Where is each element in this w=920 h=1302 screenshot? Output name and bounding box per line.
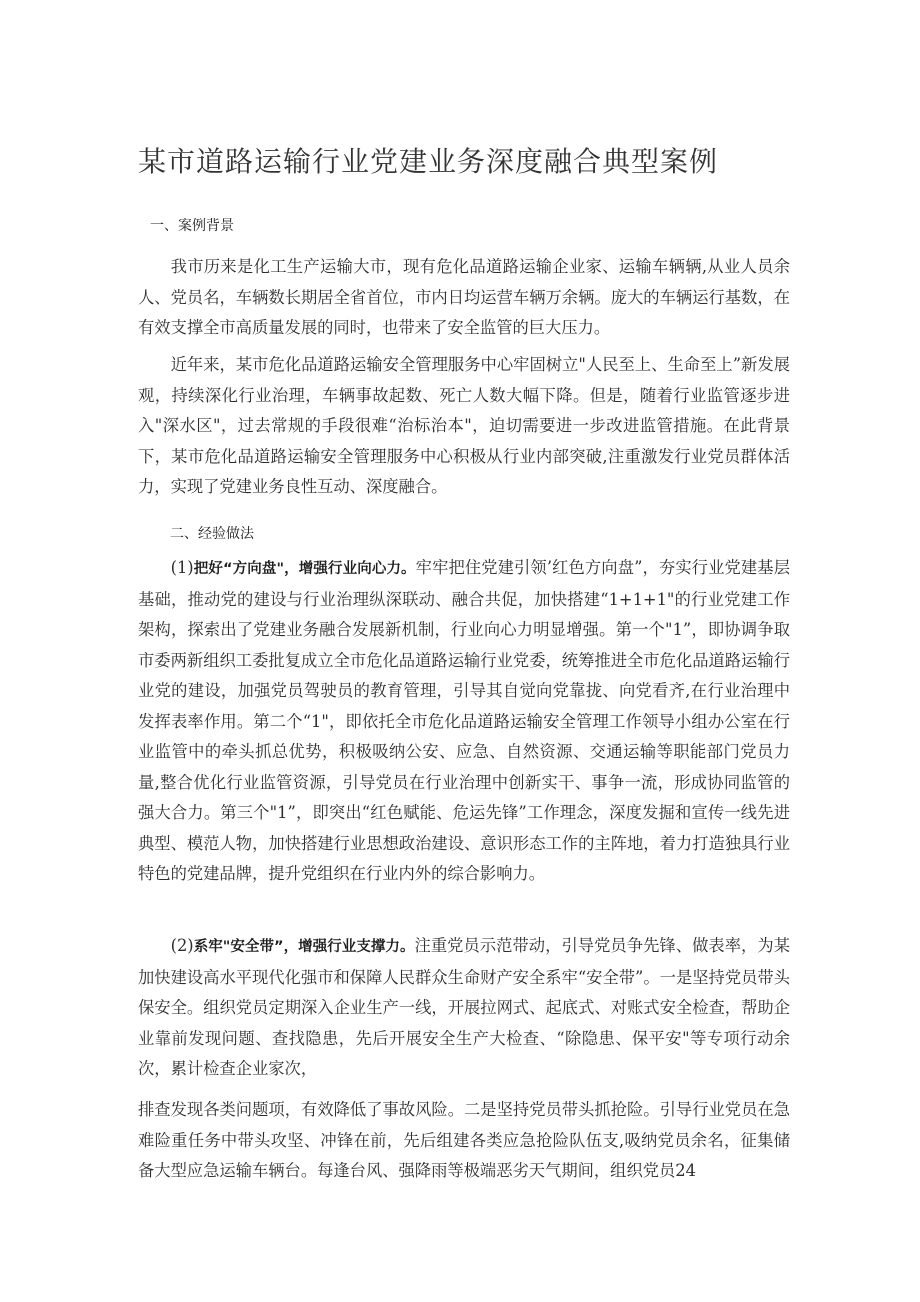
practice-item-1 <box>138 553 790 890</box>
background-paragraph-2: 近年来，某市危化品道路运输安全管理服务中心牢固树立"人民至上、生命至上”新发展观，持续深化行业治理，车辆事故起数、死亡人数大幅下降。但是，随着行业监管逐步进入"深水区"，过去常规的手段很难“治标治本"，迫切需要进一步改进监管措施。在此背景下，某市危化品道路运输安全管理服务中心积极从行业内部突破,注重激发行业党员群体活力，实现了党建业务良性互动、深度融合。 <box>138 355 790 496</box>
practice-item-2-number: (2) <box>170 936 194 955</box>
practice-item-2-continuation: 排查发现各类问题项，有效降低了事故风险。二是坚持党员带头抓抢险。引导行业党员在急难险重任务中带头攻坚、冲锋在前，先后组建各类应急抢险队伍支,吸纳党员余名，征集储备大型应急运输车辆台。每逢台风、强降雨等极端恶劣天气期间，组织党员24 <box>138 1100 790 1180</box>
document-title: 某市道路运输行业党建业务深度融合典型案例 <box>138 145 719 178</box>
practice-item-2-lead: 系牢"安全带”，增强行业支撑力。 <box>193 939 415 955</box>
practice-item-1-text: 牢牢把住党建引领’红色方向盘”，夯实行业党建基层基础，推动党的建设与行业治理纵深联动、融合共促，加快搭建“1+1+1"的行业党建工作架构，探索出了党建业务融合发展新机制，行业向心力明显增强。第一个"1”，即协调争取市委两新组织工委批复成立全市危化品道路运输行业党委，统筹推进全市危化品道路运输行业党的建设，加强党员驾驶员的教育管理，引导其自觉向党靠拢、向党看齐,在行业治理中发挥表率作用。第二个“1"，即依托全市危化品道路运输安全管理工作领导小组办公室在行业监管中的牵头抓总优势，积极吸纳公安、应急、自然资源、交通运输等职能部门党员力量,整合优化行业监管资源，引导党员在行业治理中创新实干、事争一流，形成协同监管的强大合力。第三个"1”，即突出“红色赋能、危运先锋”工作理念，深度发掘和宣传一线先进典型、模范人物，加快搭建行业思想政治建设、意识形态工作的主阵地，着力打造独具行业特色的党建品牌，提升党组织在行业内外的综合影响力。 <box>138 558 790 883</box>
section-heading-background: 一、案例背景 <box>150 218 234 234</box>
practice-item-1-number: (1) <box>170 558 194 577</box>
section-heading-practices: 二、经验做法 <box>170 526 254 542</box>
practice-item-1-lead: 把好“方向盘"，增强行业向心力。 <box>193 561 416 577</box>
practice-item-2 <box>138 931 790 1085</box>
background-paragraph-1: 我市历来是化工生产运输大市，现有危化品道路运输企业家、运输车辆辆,从业人员余人、党员名，车辆数长期居全省首位，市内日均运营车辆万余辆。庞大的车辆运行基数，在有效支撑全市高质量发展的同时，也带来了安全监管的巨大压力。 <box>138 257 790 337</box>
practice-item-2-text: 注重党员示范带动，引导党员争先锋、做表率，为某加快建设高水平现代化强市和保障人民群众生命财产安全系牢“安全带”。一是坚持党员带头保安全。组织党员定期深入企业生产一线，开展拉网式、起底式、对账式安全检查，帮助企业靠前发现问题、查找隐患，先后开展安全生产大检查、“除隐患、保平安"等专项行动余次，累计检查企业家次， <box>138 936 790 1078</box>
